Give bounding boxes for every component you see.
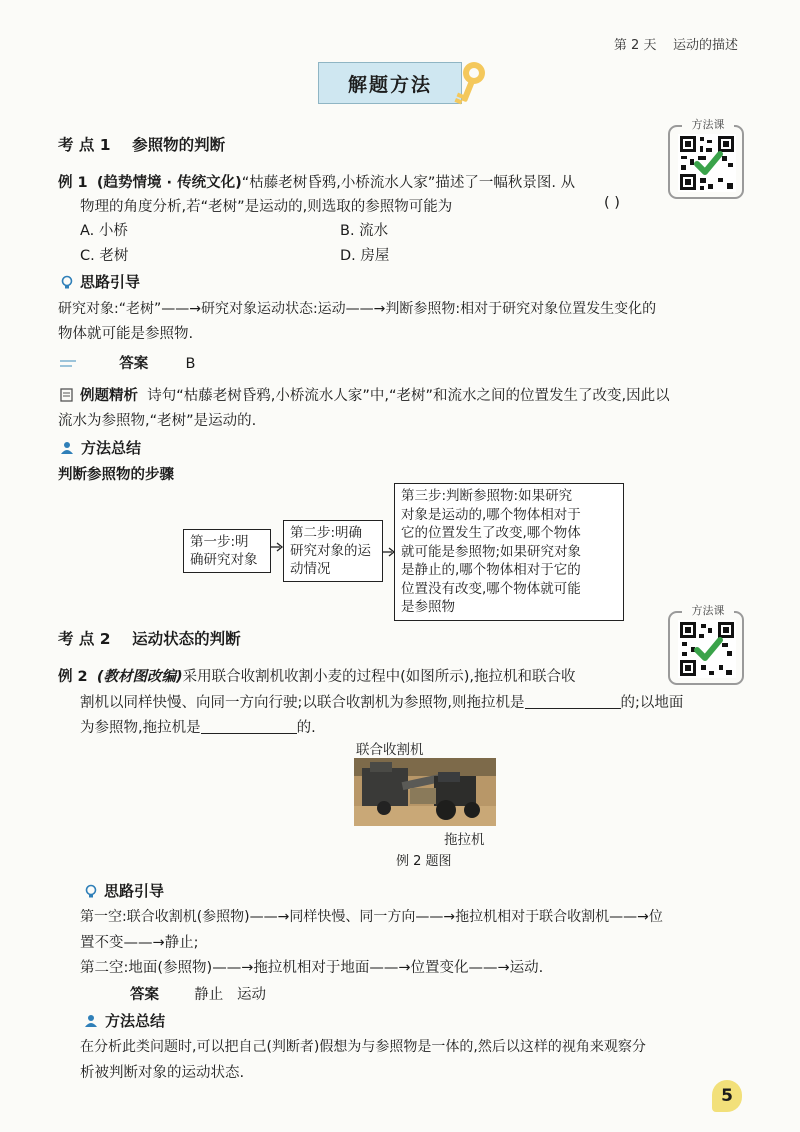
step-3-line: 位置没有改变,哪个物体就可能 [401,580,581,597]
analysis-line1 [60,384,670,405]
kaodian-2-num: 考 点 2 [58,630,111,648]
example-2-line2 [80,691,683,712]
person-icon [60,441,75,455]
step-3-box [394,483,624,621]
guide-2-line1: 第一空:联合收割机(参照物)——→同样快慢、同一方向——→拖拉机相对于联合收割机——→位 [80,909,663,925]
steps-title: 判断参照物的步骤 [58,467,174,483]
qr-label: 方法课 [682,604,734,618]
example-1-line1 [58,171,575,192]
document-icon [60,388,74,402]
summary-2-line1: 在分析此类问题时,可以把自己(判断者)假想为与参照物是一体的,然后以这样的视角来观察分 [80,1039,646,1055]
qr-label: 方法课 [682,118,734,132]
step-1-line: 确研究对象 [190,552,258,568]
summary-title-2: 方法总结 [105,1012,166,1030]
answer-icon [60,358,78,370]
kaodian-1-heading [58,133,225,155]
guide-title-1: 思路引导 [80,273,141,291]
step-3-line: 是静止的,哪个物体相对于它的 [401,562,581,578]
option-d: D. 房屋 [340,248,390,264]
step-3-line: 对象是运动的,哪个物体相对于 [401,506,581,523]
example-2-text2b: 的;以地面 [620,695,684,711]
step-1-box [183,529,271,573]
answer-value-1: B [185,356,196,372]
step-2-line: 研究对象的运 [290,543,371,559]
answer-blank-2[interactable] [201,719,297,734]
person-icon [84,1014,99,1028]
example-2-text1: 采用联合收割机收割小麦的过程中(如图所示),拖拉机和联合收 [182,669,576,685]
guide-1-line2: 物体就可能是参照物. [58,326,194,342]
guide-heading-1 [60,271,140,292]
step-2-line: 动情况 [290,561,331,577]
guide-1-line1: 研究对象:“老树”——→研究对象运动状态:运动——→判断参照物:相对于研究对象位置发生变化的 [58,301,657,317]
step-3-line: 它的位置发生了改变,哪个物体 [401,525,581,541]
step-1-line: 第一步:明 [190,534,249,550]
step-3-line: 第三步:判断参照物:如果研究 [401,488,573,504]
guide-2-line2: 置不变——→静止; [80,935,199,951]
step-2-box [283,520,383,582]
kaodian-1-num: 考 点 1 [58,136,111,154]
summary-2-line2: 析被判断对象的运动状态. [80,1065,245,1081]
option-b: B. 流水 [340,223,389,239]
figure-label-harvester: 联合收割机 [356,742,424,758]
answer-blank-1[interactable] [525,694,621,709]
qr-code-icon [678,620,736,678]
key-icon [448,60,490,106]
example-2-line3 [80,716,316,737]
kaodian-2-heading [58,627,241,649]
example-2-text2a: 割机以同样快慢、向同一方向行驶;以联合收割机为参照物,则拖拉机是 [80,695,525,711]
guide-title-2: 思路引导 [104,882,165,900]
banner-title: 解题方法 [347,73,432,96]
step-3-line: 就可能是参照物;如果研究对象 [401,543,582,560]
example-1-label: 例 1 [58,175,88,191]
header-day: 第 2 天 [613,38,657,53]
answer-value-2: 静止 运动 [194,987,267,1003]
qr-code-icon [678,134,736,192]
summary-heading-2 [84,1010,165,1031]
guide-heading-2 [84,880,164,901]
analysis-line2: 流水为参照物,“老树”是运动的. [58,413,257,429]
page-number-badge [712,1080,742,1112]
summary-title-1: 方法总结 [81,439,142,457]
answer-row-2 [130,983,266,1004]
example-1-tag: (趋势情境 · 传统文化) [96,175,242,191]
page-number: 5 [721,1086,733,1106]
example-1-text1: “枯藤老树昏鸦,小桥流水人家”描述了一幅秋景图. 从 [241,175,576,191]
lightbulb-icon [60,275,74,289]
step-3-line: 是参照物 [401,599,455,615]
qr-code-1[interactable] [668,120,746,200]
step-2-line: 第二步:明确 [290,525,363,541]
qr-code-2[interactable] [668,606,746,686]
example-2-line1 [58,665,576,686]
example-2-tag: (教材图改编) [96,669,183,685]
answer-label-1: 答案 [119,356,149,372]
figure-caption: 例 2 题图 [396,854,452,869]
option-a: A. 小桥 [80,223,128,239]
example-2-label: 例 2 [58,669,88,685]
example-1-paren: ( ) [604,195,620,211]
option-c: C. 老树 [80,248,129,264]
kaodian-1-title: 参照物的判断 [132,136,226,154]
answer-row-1 [60,352,195,373]
lightbulb-icon [84,884,98,898]
example-1-line2: 物理的角度分析,若“老树”是运动的,则选取的参照物可能为 [80,199,453,215]
header-topic: 运动的描述 [672,38,738,53]
answer-label-2: 答案 [130,987,159,1003]
analysis-text1: 诗句“枯藤老树昏鸦,小桥流水人家”中,“老树”和流水之间的位置发生了改变,因此以 [147,388,670,404]
harvester-tractor-photo [354,758,496,826]
analysis-label: 例题精析 [80,388,138,404]
example-2-text3b: 的. [296,720,316,736]
guide-2-line3: 第二空:地面(参照物)——→拖拉机相对于地面——→位置变化——→运动. [80,960,544,976]
arrow-icon [271,540,283,554]
running-header [614,34,738,53]
section-banner [318,62,462,104]
summary-heading-1 [60,437,141,458]
figure-label-tractor: 拖拉机 [444,832,485,848]
example-2-text3a: 为参照物,拖拉机是 [80,720,201,736]
kaodian-2-title: 运动状态的判断 [132,630,241,648]
